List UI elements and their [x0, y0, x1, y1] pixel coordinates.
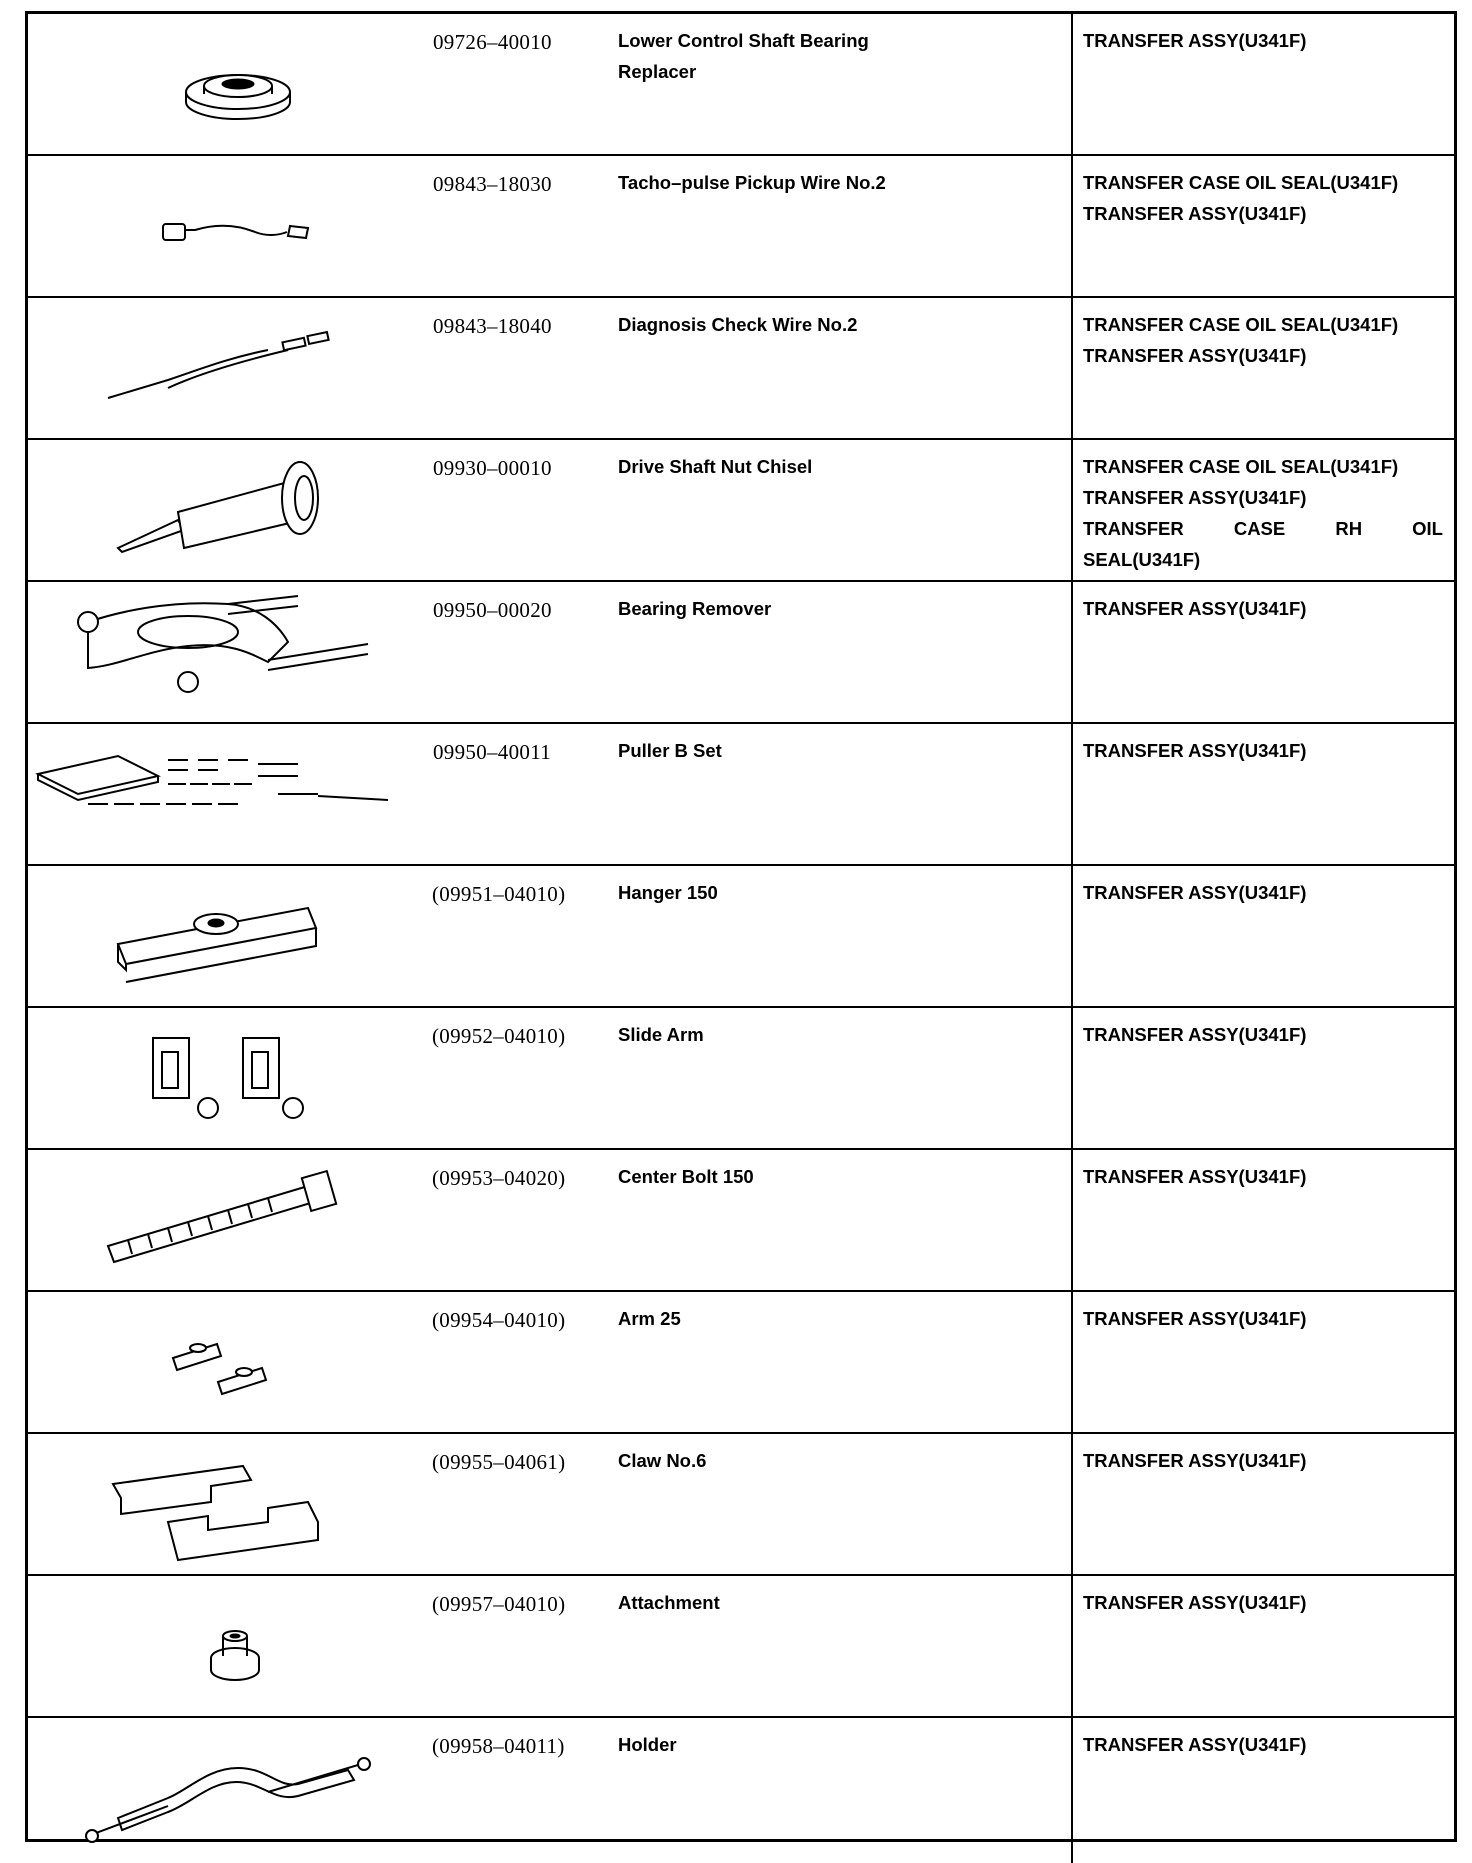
- application-word: RH: [1335, 518, 1363, 539]
- part-number: 09843–18030: [433, 172, 552, 196]
- applications: [1083, 1303, 1443, 1334]
- application-item: TRANSFER ASSY(U341F): [1083, 598, 1307, 619]
- application-item: TRANSFER ASSY(U341F): [1083, 1734, 1307, 1755]
- column-divider: [1071, 1576, 1073, 1716]
- application-item: TRANSFER ASSY(U341F): [1083, 203, 1307, 224]
- attachment-icon: [28, 1576, 428, 1716]
- slide-arm-icon: [28, 1008, 428, 1148]
- column-divider: [1071, 440, 1073, 580]
- chisel-icon: [28, 440, 428, 580]
- tool-name: Arm 25: [618, 1308, 681, 1329]
- tool-name: Diagnosis Check Wire No.2: [618, 314, 858, 335]
- tool-name: Slide Arm: [618, 1024, 704, 1045]
- column-divider: [1071, 1718, 1073, 1863]
- tool-name: Holder: [618, 1734, 677, 1755]
- application-item: TRANSFER ASSY(U341F): [1083, 1592, 1307, 1613]
- part-number: (09957–04010): [432, 1592, 566, 1616]
- pickup-wire-icon: [28, 156, 428, 296]
- applications: [1083, 167, 1443, 229]
- table-row: [28, 156, 1454, 298]
- application-word: CASE: [1233, 518, 1286, 539]
- table-row: [28, 866, 1454, 1008]
- applications: [1083, 25, 1443, 56]
- application-word: OIL: [1412, 518, 1443, 539]
- tool-name: Bearing Remover: [618, 598, 772, 619]
- applications: [1083, 593, 1443, 624]
- applications: [1083, 877, 1443, 908]
- arm-icon: [28, 1292, 428, 1432]
- table-row: [28, 440, 1454, 582]
- table-row: [28, 1718, 1454, 1863]
- hanger-icon: [28, 866, 428, 1006]
- application-item: TRANSFER ASSY(U341F): [1083, 740, 1307, 761]
- claw-icon: [28, 1434, 428, 1574]
- application-item: TRANSFER ASSY(U341F): [1083, 1024, 1307, 1045]
- column-divider: [1071, 724, 1073, 864]
- part-number: (09953–04020): [432, 1166, 566, 1190]
- application-item: TRANSFER CASE OIL SEAL(U341F): [1083, 456, 1399, 477]
- application-item: TRANSFER CASE OIL SEAL(U341F): [1083, 172, 1399, 193]
- puller-set-icon: [28, 724, 428, 864]
- tool-name: Puller B Set: [618, 740, 722, 761]
- table-row: [28, 724, 1454, 866]
- part-number: (09955–04061): [432, 1450, 566, 1474]
- check-wire-icon: [28, 298, 428, 438]
- part-number: 09930–00010: [433, 456, 552, 480]
- application-item-text: [1083, 513, 1443, 544]
- column-divider: [1071, 298, 1073, 438]
- tool-name: Center Bolt 150: [618, 1166, 754, 1187]
- applications: [1083, 451, 1443, 575]
- application-item: TRANSFER ASSY(U341F): [1083, 1450, 1307, 1471]
- column-divider: [1071, 582, 1073, 722]
- application-item: [1083, 513, 1443, 544]
- application-item: SEAL(U341F): [1083, 549, 1201, 570]
- tool-name: Attachment: [618, 1592, 720, 1613]
- part-number: (09958–04011): [432, 1734, 565, 1758]
- column-divider: [1071, 866, 1073, 1006]
- tool-name: Tacho–pulse Pickup Wire No.2: [618, 172, 886, 193]
- holder-icon: [28, 1718, 428, 1863]
- tool-name: Drive Shaft Nut Chisel: [618, 456, 813, 477]
- table-row: [28, 298, 1454, 440]
- bearing-replacer-ring-icon: [28, 14, 428, 154]
- applications: [1083, 735, 1443, 766]
- application-item: TRANSFER ASSY(U341F): [1083, 487, 1307, 508]
- applications: [1083, 1161, 1443, 1192]
- applications: [1083, 309, 1443, 371]
- application-item: TRANSFER ASSY(U341F): [1083, 1308, 1307, 1329]
- table-row: [28, 582, 1454, 724]
- bearing-remover-icon: [28, 582, 428, 722]
- tool-name: Claw No.6: [618, 1450, 707, 1471]
- table-row: [28, 1292, 1454, 1434]
- table-row: [28, 1576, 1454, 1718]
- applications: [1083, 1587, 1443, 1618]
- table-row: [28, 14, 1454, 156]
- table-row: [28, 1434, 1454, 1576]
- sst-table: [25, 11, 1457, 1842]
- column-divider: [1071, 1292, 1073, 1432]
- applications: [1083, 1445, 1443, 1476]
- part-number: (09952–04010): [432, 1024, 566, 1048]
- part-number: 09950–40011: [433, 740, 552, 764]
- column-divider: [1071, 1434, 1073, 1574]
- part-number: 09843–18040: [433, 314, 552, 338]
- applications: [1083, 1729, 1443, 1760]
- table-row: [28, 1150, 1454, 1292]
- center-bolt-icon: [28, 1150, 428, 1290]
- application-item: TRANSFER ASSY(U341F): [1083, 1166, 1307, 1187]
- application-item: TRANSFER ASSY(U341F): [1083, 882, 1307, 903]
- applications: [1083, 1019, 1443, 1050]
- tool-name: Lower Control Shaft Bearing Replacer: [618, 30, 869, 82]
- part-number: (09951–04010): [432, 882, 566, 906]
- column-divider: [1071, 1008, 1073, 1148]
- application-item: TRANSFER ASSY(U341F): [1083, 345, 1307, 366]
- part-number: 09726–40010: [433, 30, 552, 54]
- table-row: [28, 1008, 1454, 1150]
- column-divider: [1071, 14, 1073, 154]
- application-word: TRANSFER: [1083, 518, 1184, 539]
- application-item: TRANSFER CASE OIL SEAL(U341F): [1083, 314, 1399, 335]
- part-number: 09950–00020: [433, 598, 552, 622]
- column-divider: [1071, 1150, 1073, 1290]
- application-item: TRANSFER ASSY(U341F): [1083, 30, 1307, 51]
- column-divider: [1071, 156, 1073, 296]
- part-number: (09954–04010): [432, 1308, 566, 1332]
- tool-name: Hanger 150: [618, 882, 718, 903]
